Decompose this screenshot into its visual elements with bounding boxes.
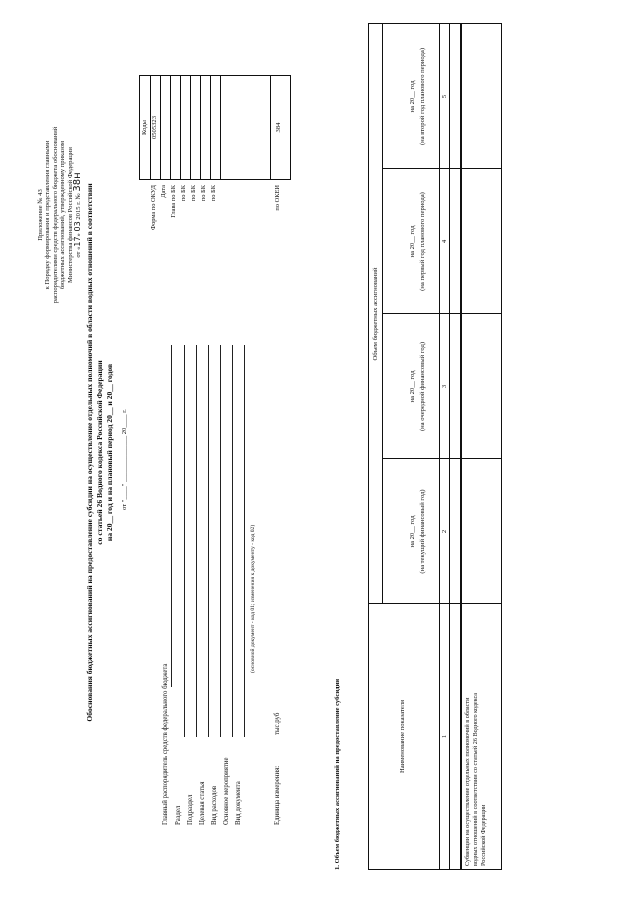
code-label: по БК [200,185,207,202]
field-line [208,345,209,737]
code-rowline [170,76,171,179]
header-note-2: (на очередной финансовый год) [419,341,426,432]
code-rowline [190,76,191,179]
date-month: 03 [73,221,83,232]
document-date: от "____" ______________ 20____ г. [121,409,128,510]
date-prefix: от [75,251,83,258]
title-line-2: со статьей 26 Водного кодекса Российской Федерации [95,360,104,545]
header-group: Объем бюджетных ассигнований [372,267,379,361]
order-number: 38н [72,172,84,192]
date-year: 2015 г. № [75,193,83,220]
codes-header: Коды [141,120,148,135]
code-rowline [270,76,271,179]
header-year-2: на 20__ год [409,370,416,403]
code-okei: 384 [275,122,282,133]
col-number: 3 [441,384,448,389]
row-divider [460,24,462,869]
codes-block [143,77,291,262]
code-label: по БК [180,185,187,202]
code-rowline [160,76,161,179]
field-target-article: Целевая статья [199,781,206,825]
col-number: 2 [441,529,448,534]
field-chief-administrator: Главный распорядитель средств федерального бюджета [162,663,169,825]
code-label: по ОКЕИ [274,185,281,211]
code-column [139,75,291,180]
header-year-4: на 20__ год [409,80,416,113]
col-divider [369,603,501,604]
code-label: Глава по БК [170,185,177,218]
header-note-4: (на второй год планового периода) [419,47,426,146]
code-label: по БК [190,185,197,202]
field-line [196,345,197,737]
appendix-line: бюджетных ассигнований, утвержденному приказом [59,140,67,290]
code-label: по БК [210,185,217,202]
row-label-line: Российской Федерации [480,804,487,866]
col-number: 5 [441,94,448,99]
appendix-line: к Порядку формирования и представления главными [44,140,52,290]
field-line [232,345,233,737]
budget-table [368,23,502,870]
col-number: 1 [441,734,448,739]
title-line-3: на 20__ год и на плановый период 20__ и 20__ годов [105,363,114,542]
appendix-line: Приложение № 43 [37,189,44,241]
code-rowline [180,76,181,179]
header-year-3: на 20__ год [409,225,416,258]
appendix-date-line: от «17» 03 2015 г. № 38н [72,172,84,258]
row-divider [449,24,450,869]
code-rowline [220,76,221,179]
field-line [220,345,221,737]
code-rowline [210,76,211,179]
code-label: Дата [160,185,167,198]
code-okud: 0505323 [151,115,158,140]
unit-value: тыс.руб [274,712,281,735]
row-label-line: водных отношений в соответствии со статьей 26 Водного кодекса [472,692,479,866]
header-indicator: Наименование показателя [399,699,406,774]
date-day: 17 [73,236,83,247]
row-divider [382,24,383,604]
field-line [171,345,172,687]
field-main-activity: Основное мероприятие [223,757,230,825]
row-label-line: Субвенции на осуществление отдельных полномочий в области [464,697,471,866]
unit-label: Единица измерения: [274,765,281,825]
field-line [244,345,245,737]
appendix-line: распорядителями средств федерального бюджета обоснований [51,126,59,304]
appendix-block [37,85,82,345]
title-line-1: Обоснования бюджетных ассигнований на предоставление субсидии на осуществление отдельных полномочий в области водных отношений в соответствии [85,183,94,722]
header-note-1: (на текущий финансовый год) [419,489,426,574]
appendix-line: Министерства финансов Российской Федерации [66,147,74,283]
field-section: Раздел [175,805,182,825]
field-expense-type: Вид расходов [211,785,218,825]
doc-type-hint: (основной документ - код 01; изменения к документу - код 02) [250,524,256,673]
header-year-1: на 20__ год [409,515,416,548]
field-subsection: Подраздел [187,794,194,825]
row-divider [439,24,440,869]
field-doc-type: Вид документа [235,781,242,825]
code-label: Форма по ОКУД [150,185,157,230]
col-number: 4 [441,239,448,244]
field-line [184,345,185,737]
code-rowline [200,76,201,179]
section-1-title: 1. Объем бюджетных ассигнований на предоставление субсидии [334,678,341,870]
header-note-3: (на первый год планового периода) [419,192,426,291]
